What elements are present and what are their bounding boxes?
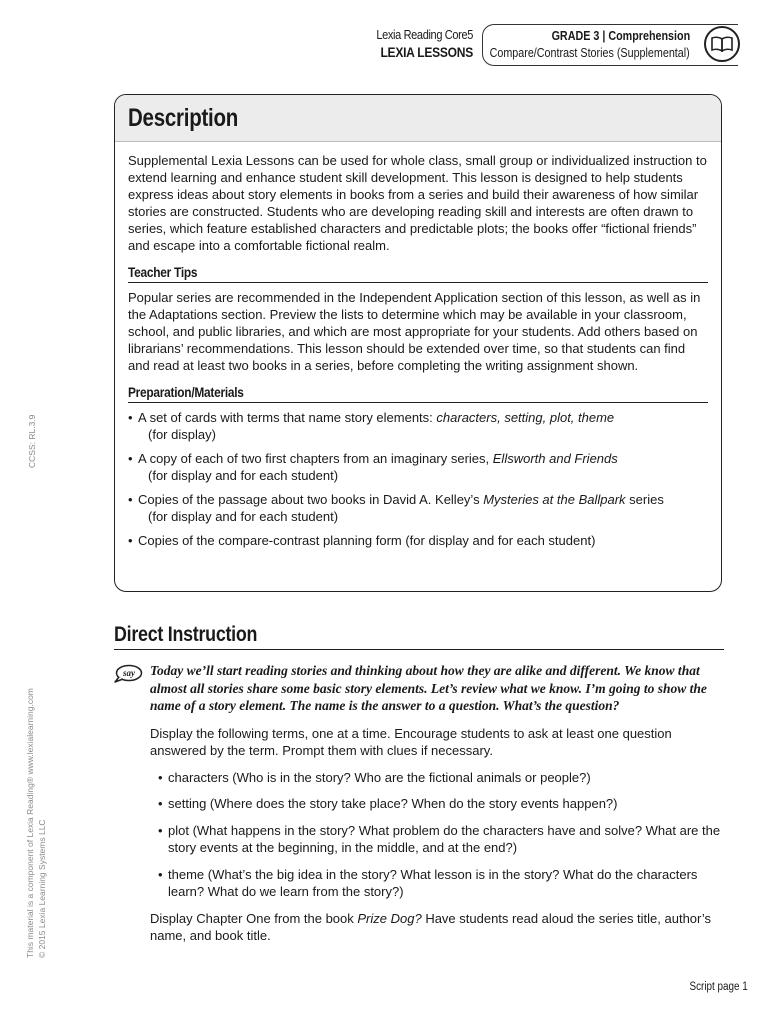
lesson-subtitle: Compare/Contrast Stories (Supplemental) [489, 46, 690, 60]
open-book-icon [704, 26, 740, 62]
list-item: • A copy of each of two first chapters from an imaginary series, Ellsworth and Friends (for display and for each student) [128, 450, 708, 484]
teacher-tips-text: Popular series are recommended in the Independent Application section of this lesson, as well as in the Adaptations section. Preview the lists to determine which may be available in your classroom, school, and public libraries, and which are most appropriate for your students. Add others based on librarians’ recommendations. This lesson should be extended over time, so that students can find and read at least two books in a series, before completing the writing assignment shown. [128, 290, 701, 373]
page-number: Script page 1 [689, 981, 748, 993]
header-lesson-box [482, 24, 738, 66]
copyright-line-2: © 2015 Lexia Learning Systems LLC [37, 819, 47, 958]
list-item: • Copies of the compare-contrast planning form (for display and for each student) [128, 532, 708, 549]
say-speech-bubble-icon [113, 664, 143, 689]
list-item: • A set of cards with terms that name story elements: characters, setting, plot, theme (for display) [128, 409, 708, 443]
teacher-tips-heading: Teacher Tips [128, 264, 708, 283]
instruction-text-2: Display Chapter One from the book Prize Dog? Have students read aloud the series title, author’s name, and book title. [150, 910, 712, 943]
list-item: • theme (What’s the big idea in the story? What lesson is in the story? What do the characters learn? What do we learn from the story?) [158, 866, 730, 901]
brand-block [313, 28, 473, 60]
story-elements-list [158, 769, 730, 901]
prep-materials-heading: Preparation/Materials [128, 384, 708, 403]
description-panel [114, 94, 722, 592]
svg-text:say: say [123, 668, 135, 678]
materials-list [128, 409, 708, 549]
direct-instruction-heading: Direct Instruction [114, 623, 724, 650]
direct-instruction-body [150, 662, 730, 945]
description-text: Supplemental Lexia Lessons can be used for whole class, small group or individualized instruction to extend learning and enhance student skill development. This lesson is designed to help students express ideas about story elements in books from a series and build their awareness of how similar stories are constructed. Students who are developing reading skill and interests are often drawn to series, which feature established characters and predictable plots; the books offer “fictional friends” and escape into a comfortable fictional realm. [128, 153, 707, 253]
list-item: • Copies of the passage about two books in David A. Kelley’s Mysteries at the Ballpark series (for display and for each student) [128, 491, 708, 525]
brand-lessons: LEXIA LESSONS [380, 44, 473, 60]
copyright-line-1: This material is a component of Lexia Reading® www.lexialearning.com [25, 688, 35, 958]
list-item: • characters (Who is in the story? Who are the fictional animals or people?) [158, 769, 730, 787]
instruction-text: Display the following terms, one at a time. Encourage students to ask at least one question answered by the term. Prompt them with clues if necessary. [150, 725, 672, 758]
say-script: Today we’ll start reading stories and thinking about how they are alike and different. We know that almost all stories share some basic story elements. Let’s review what we know. I’m going to show the name of a story element. The name is the answer to a question. What’s the question? [150, 663, 707, 713]
list-item: • setting (Where does the story take place? When do the story events happen?) [158, 795, 730, 813]
brand-product: Lexia Reading Core5 [376, 28, 473, 42]
standards-label: CCSS: RL.3.9 [27, 414, 37, 468]
description-header [115, 95, 721, 142]
description-title: Description [128, 104, 239, 132]
grade-label: GRADE 3 | Comprehension [551, 29, 690, 43]
list-item: • plot (What happens in the story? What problem do the characters have and solve? What are the story events at the beginning, in the middle, and at the end?) [158, 822, 730, 857]
